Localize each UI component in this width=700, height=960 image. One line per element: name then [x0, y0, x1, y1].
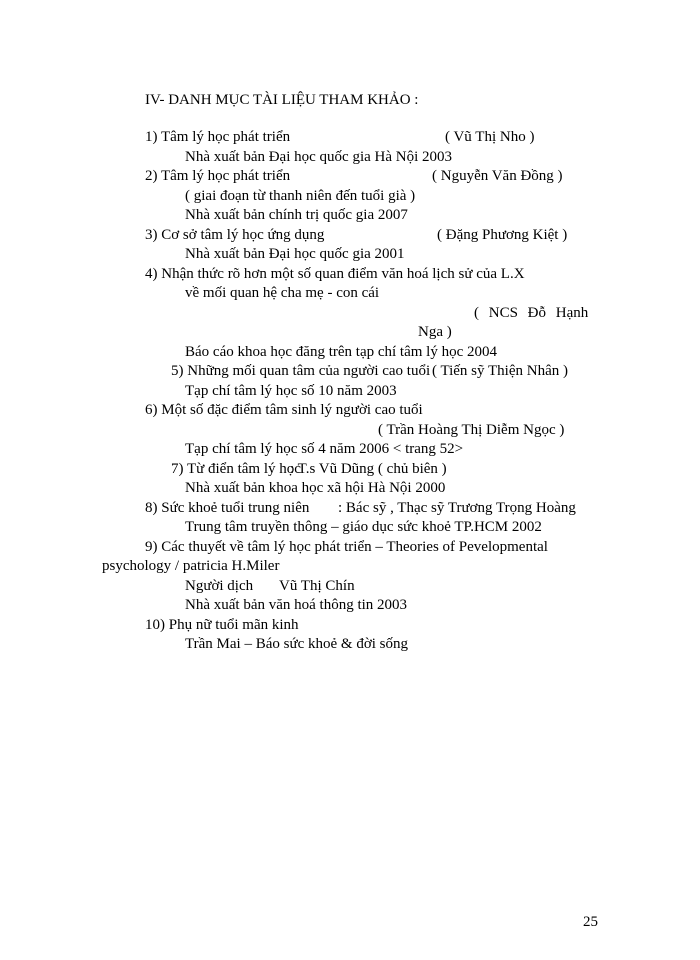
ref-4-subtitle: về mối quan hệ cha mẹ - con cái — [185, 285, 380, 301]
ref-3-author: ( Đặng Phương Kiệt ) — [437, 227, 568, 243]
ref-8-title: 8) Sức khoẻ tuổi trung niên — [145, 500, 310, 516]
ref-10-publisher: Trần Mai – Báo sức khoẻ & đời sống — [185, 636, 409, 652]
ref-7-title: 7) Từ điển tâm lý học — [171, 461, 301, 477]
ref-4-author: ( NCS Đỗ Hạnh — [474, 305, 589, 321]
ref-7-author: : T.s Vũ Dũng ( chủ biên ) — [290, 461, 447, 477]
ref-5-publisher: Tạp chí tâm lý học số 10 năm 2003 — [185, 383, 397, 399]
page-number: 25 — [583, 914, 598, 930]
ref-8-author: : Bác sỹ , Thạc sỹ Trương Trọng Hoàng — [338, 500, 576, 516]
ref-9-translator: Vũ Thị Chín — [279, 578, 355, 594]
ref-1-author: ( Vũ Thị Nho ) — [445, 129, 535, 145]
ref-2-title: 2) Tâm lý học phát triển — [145, 168, 291, 184]
ref-3-publisher: Nhà xuất bản Đại học quốc gia 2001 — [185, 246, 405, 262]
ref-2-author: ( Nguyễn Văn Đồng ) — [432, 168, 563, 184]
ref-4-publisher: Báo cáo khoa học đăng trên tạp chí tâm lý học 2004 — [185, 344, 497, 360]
ref-5-title: 5) Những mối quan tâm của người cao tuổi — [171, 363, 431, 379]
ref-6-title: 6) Một số đặc điểm tâm sinh lý người cao tuổi — [145, 402, 423, 418]
ref-2-subtitle: ( giai đoạn từ thanh niên đến tuổi già ) — [185, 188, 416, 204]
ref-6-publisher: Tạp chí tâm lý học số 4 năm 2006 < trang 52> — [185, 441, 464, 457]
ref-9-translator-label: Người dịch — [185, 578, 254, 594]
ref-8-publisher: Trung tâm truyền thông – giáo dục sức khoẻ TP.HCM 2002 — [185, 519, 542, 535]
ref-9-title: 9) Các thuyết về tâm lý học phát triển – Theories of Pevelopmental — [145, 539, 548, 555]
ref-5-author: ( Tiến sỹ Thiện Nhân ) — [432, 363, 568, 379]
ref-10-title: 10) Phụ nữ tuổi mãn kinh — [145, 617, 299, 633]
ref-2-publisher: Nhà xuất bản chính trị quốc gia 2007 — [185, 207, 408, 223]
ref-3-title: 3) Cơ sở tâm lý học ứng dụng — [145, 227, 325, 243]
ref-7-publisher: Nhà xuất bản khoa học xã hội Hà Nội 2000 — [185, 480, 446, 496]
ref-1-publisher: Nhà xuất bản Đại học quốc gia Hà Nội 2003 — [185, 149, 453, 165]
ref-9-title-cont: psychology / patricia H.Miler — [102, 558, 280, 574]
ref-6-author: ( Trần Hoàng Thị Diễm Ngọc ) — [378, 422, 565, 438]
ref-9-publisher: Nhà xuất bản văn hoá thông tin 2003 — [185, 597, 408, 613]
ref-4-author-cont: Nga ) — [418, 324, 452, 340]
ref-4-title: 4) Nhận thức rõ hơn một số quan điểm văn hoá lịch sử của L.X — [145, 266, 525, 282]
section-title: IV- DANH MỤC TÀI LIỆU THAM KHẢO : — [145, 92, 419, 108]
ref-1-title: 1) Tâm lý học phát triển — [145, 129, 291, 145]
